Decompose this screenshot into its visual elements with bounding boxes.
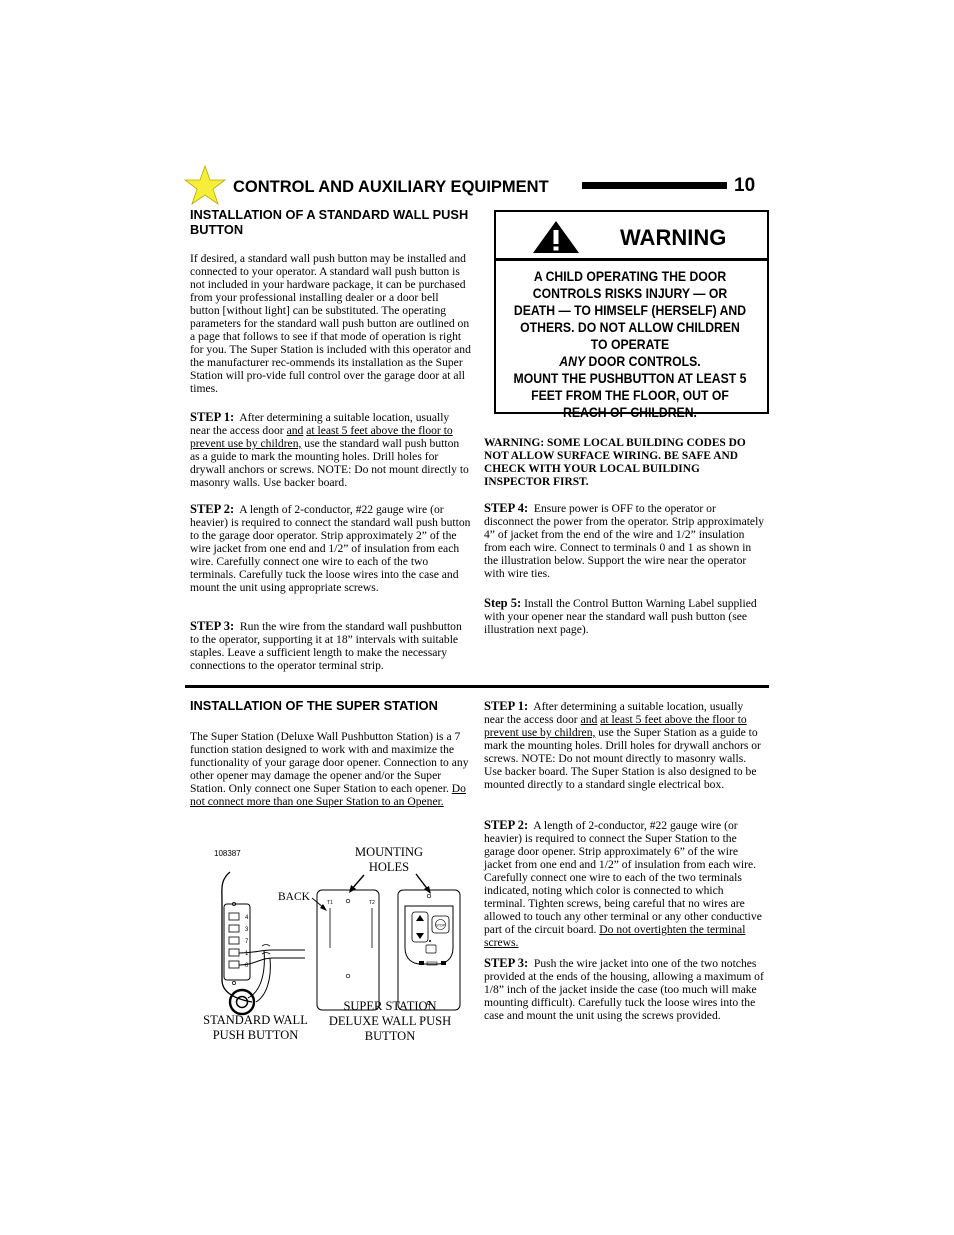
terminal-number: 3 bbox=[245, 927, 249, 933]
star-icon bbox=[183, 165, 227, 207]
terminal-screws bbox=[229, 913, 239, 968]
step-label: STEP 4: bbox=[484, 501, 529, 515]
label-super-station: SUPER STATION DELUXE WALL PUSH BUTTON bbox=[328, 999, 452, 1043]
label-standard-wall-push-button: STANDARD WALL PUSH BUTTON bbox=[203, 1013, 308, 1042]
super-step1: STEP 1: After determining a suitable location, usually near the access door and at least 5 feet above the floor to prevent use by children, use the Super Station as a guide to mark the mounting holes. Drill holes for drywall anchors or screws. NOTE: Do not mount directly to masonry walls. Use backer board. The Super Station is also designed to be mounted directly to a standard single electrical box. bbox=[484, 699, 761, 791]
figure-part-number: 108387 bbox=[214, 849, 241, 858]
terminal-t1: T1 bbox=[327, 900, 333, 906]
standard-step5: Step 5: Install the Control Button Warning Label supplied with your opener near the standard wall push button (see illustration next page). bbox=[484, 596, 757, 636]
super-step2: STEP 2: A length of 2-conductor, #22 gauge wire (or heavier) is required to connect the Super Station to the garage door opener. Strip approximately 6” of the wire jacket from one end and 1/2” of insulation from each wire. Carefully connect one wire to each of the two terminals indicated, noting which color is connected to which terminal. Tighten screws, being careful that no wires are allowed to touch any other terminal or any other conductive part of the circuit board. Do not overtighten the terminal screws. bbox=[484, 818, 762, 949]
wire-2 bbox=[239, 958, 305, 965]
standard-step4: STEP 4: Ensure power is OFF to the operator or disconnect the power from the operator. Strip approximately 4” of jacket from the end of the wire and 1/2” insulation from each wire. Connect to terminals 0 and 1 as shown in the illustration below. Support the wire near the operator with wire ties. bbox=[484, 501, 765, 580]
label-mounting-holes: MOUNTING HOLES bbox=[354, 845, 424, 874]
super-station-front bbox=[398, 890, 460, 1010]
step-label: STEP 2: bbox=[190, 502, 235, 516]
wiring-code-warning: WARNING: SOME LOCAL BUILDING CODES DO NOT ALLOW SURFACE WIRING. BE SAFE AND CHECK WITH YOUR LOCAL BUILDING INSPECTOR FIRST. bbox=[484, 437, 746, 488]
step-label: Step 5: bbox=[484, 596, 522, 610]
warning-message: A CHILD OPERATING THE DOOR CONTROLS RISKS INJURY — OR DEATH — TO HIMSELF (HERSELF) AND OTHERS. DO NOT ALLOW CHILDREN TO OPERATE ANY DOOR CONTROLS. MOUNT THE PUSHBUTTON AT LEAST 5 FEET FROM THE FLOOR, OUT OF REACH OF CHILDREN. bbox=[513, 269, 747, 420]
warning-title-rule bbox=[496, 258, 767, 261]
section-divider bbox=[185, 685, 769, 688]
super-station-back-plate bbox=[317, 890, 379, 1010]
page-number: 10 bbox=[734, 175, 756, 196]
step-label: STEP 2: bbox=[484, 818, 529, 832]
terminal-number: 7 bbox=[245, 939, 249, 945]
standard-step3: STEP 3: Run the wire from the standard wall pushbutton to the operator, supporting it at 18” intervals with suitable staples. Leave a sufficient length to make the necessary connections to the operator terminal strip. bbox=[190, 619, 462, 672]
step-label: STEP 1: bbox=[484, 699, 529, 713]
section-heading-standard: INSTALLATION OF A STANDARD WALL PUSH BUTTON bbox=[190, 207, 469, 237]
terminal-t2: T2 bbox=[369, 900, 375, 906]
warning-triangle-icon bbox=[532, 220, 580, 254]
terminal-number: 0 bbox=[245, 963, 249, 969]
section-title: CONTROL AND AUXILIARY EQUIPMENT bbox=[233, 178, 549, 196]
step-label: STEP 1: bbox=[190, 410, 235, 424]
terminal-number: 4 bbox=[245, 915, 249, 921]
section-heading-super-station: INSTALLATION OF THE SUPER STATION bbox=[190, 698, 438, 713]
warning-title: WARNING bbox=[620, 225, 727, 250]
label-back: BACK bbox=[278, 891, 310, 903]
light-button bbox=[426, 945, 436, 953]
standard-step1: STEP 1: After determining a suitable location, usually near the access door and at least 5 feet above the floor to prevent use by children, use the standard wall push button as a guide to mark the mounting holes. Drill holes for drywall anchors or screws. NOTE: Do not mount directly to masonry walls. Use backer board. bbox=[190, 410, 469, 489]
wiring-diagram bbox=[200, 860, 480, 1020]
wire-1 bbox=[239, 950, 305, 953]
title-rule bbox=[582, 182, 727, 189]
step-label: STEP 3: bbox=[190, 619, 235, 633]
super-station-intro: The Super Station (Deluxe Wall Pushbutton Station) is a 7 function station designed to work with and maximize the functionality of your garage door opener. Connection to any other opener may damage the opener and/or the Super Station. Only connect one Super Station to each opener. Do not connect more than one Super Station to an Opener. bbox=[190, 730, 469, 808]
step-label: STEP 3: bbox=[484, 956, 529, 970]
terminal-number: 1 bbox=[245, 951, 249, 957]
wire-4 bbox=[256, 958, 270, 1002]
vacation-lock-icon bbox=[441, 961, 446, 965]
lock-icon bbox=[419, 961, 424, 965]
super-step3: STEP 3: Push the wire jacket into one of the two notches provided at the ends of the housing, allowing a maximum of 1/8” inch of the jacket inside the case (too much will make mounting difficult). Carefully tuck the loose wires into the case and mount the unit using the screws provided. bbox=[484, 956, 764, 1022]
stop-label: STOP bbox=[435, 923, 445, 928]
standard-step2: STEP 2: A length of 2-conductor, #22 gauge wire (or heavier) is required to connect the standard wall push button to the garage door operator. Strip approximately 2” of the wire jacket from one end and 1/2” of insulation from each wire. Carefully connect one wire to each of the two terminals. Carefully tuck the loose wires into the case and mount the unit using appropriate screws. bbox=[190, 502, 471, 594]
standard-intro: If desired, a standard wall push button may be installed and connected to your operator. A standard wall push button is not included in your hardware package, it can be purchased from your professional installing dealer or a door bell button [without light] can be substituted. The operating parameters for the standard wall push button are outlined on a page that follows to see if that mode of operation is right for you. The Super Station is included with this operator and the manufacturer rec-ommends its installation as the Super Station will pro-vide full control over the garage door at all times. bbox=[190, 252, 471, 395]
